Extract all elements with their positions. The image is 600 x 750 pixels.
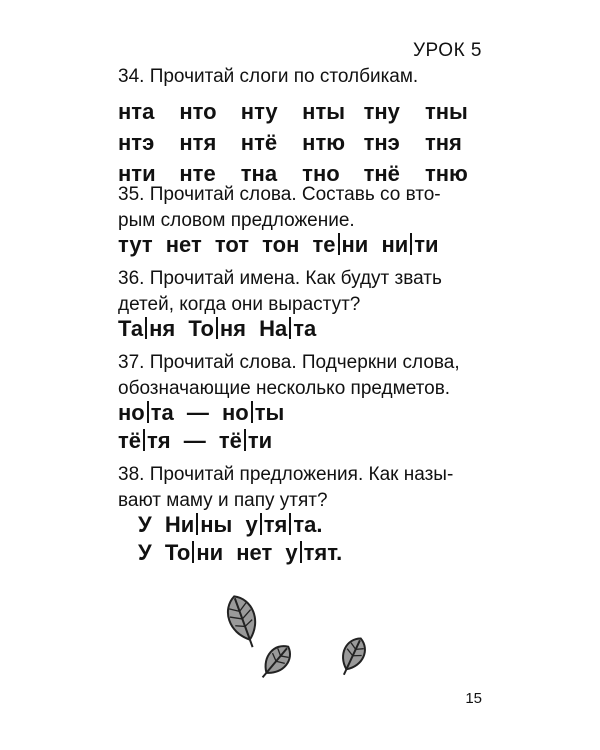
syllable-divider [196, 513, 198, 535]
leaf-icon [222, 592, 264, 651]
syllable-divider [145, 317, 147, 339]
word: но та [118, 400, 174, 425]
syllable: тнэ [363, 130, 400, 155]
task-37-instruction [118, 350, 498, 402]
leaf-icon [335, 634, 370, 679]
syllable: нту [240, 99, 278, 124]
syllable-divider [410, 233, 412, 255]
word: нет [236, 540, 273, 565]
dash: — [186, 400, 209, 425]
syllable: тню [424, 161, 468, 186]
syllable: тня [424, 130, 462, 155]
word: тот [214, 232, 250, 257]
syllable: нти [118, 161, 156, 186]
syllable-divider [251, 401, 253, 423]
task-35-instruction [118, 182, 498, 234]
word: тё тя [118, 428, 171, 453]
task-38-sentence-2 [138, 538, 349, 568]
word: у тя та. [245, 512, 323, 537]
dash: — [183, 428, 206, 453]
syllable: тна [240, 161, 278, 186]
syllable-row [118, 127, 473, 158]
syllable-divider [216, 317, 218, 339]
syllable: нтё [240, 130, 278, 155]
syllable: нтя [179, 130, 217, 155]
syllable-divider [289, 317, 291, 339]
syllable: тно [302, 161, 340, 186]
word: ни ти [381, 232, 439, 257]
instruction-line: детей, когда они вырастут? [118, 294, 361, 315]
syllable: нта [118, 99, 155, 124]
syllable-grid [118, 96, 473, 189]
syllable: нтэ [118, 130, 155, 155]
syllable-divider [192, 541, 194, 563]
word: Ни ны [164, 512, 233, 537]
syllable: нте [179, 161, 216, 186]
syllable-divider [143, 429, 145, 451]
instruction-line: рым словом предложение. [118, 210, 355, 231]
instruction-line: 37. Прочитай слова. Подчеркни слова, [118, 352, 460, 373]
task-38-instruction [118, 462, 498, 514]
word: тон [262, 232, 300, 257]
task-36-names [118, 314, 323, 344]
task-34-instruction: 34. Прочитай слоги по столбикам. [118, 66, 419, 87]
word: У [138, 512, 152, 537]
word: те ни [312, 232, 369, 257]
syllable-divider [147, 401, 149, 423]
syllable-divider [244, 429, 246, 451]
leaf-icon [255, 640, 296, 684]
word: нет [165, 232, 202, 257]
word: тё ти [218, 428, 273, 453]
syllable-divider [338, 233, 340, 255]
page-number: 15 [465, 690, 482, 707]
task-37-line-2 [118, 426, 279, 456]
falling-leaves-illustration [210, 585, 390, 695]
word: но ты [222, 400, 285, 425]
syllable: тну [363, 99, 400, 124]
task-38-sentence-1 [138, 510, 329, 540]
syllable: нтю [302, 130, 346, 155]
syllable: нты [302, 99, 346, 124]
syllable-row [118, 96, 473, 127]
word: у тят. [285, 540, 343, 565]
task-36-instruction [118, 266, 498, 318]
instruction-line: 38. Прочитай предложения. Как назы- [118, 464, 454, 485]
syllable: нто [179, 99, 217, 124]
instruction-line: 35. Прочитай слова. Составь со вто- [118, 184, 441, 205]
instruction-line: 36. Прочитай имена. Как будут звать [118, 268, 442, 289]
syllable-divider [260, 513, 262, 535]
word: То ни [164, 540, 224, 565]
syllable-divider [300, 541, 302, 563]
name-word: На та [259, 316, 317, 341]
syllable-divider [289, 513, 291, 535]
syllable: тнё [363, 161, 400, 186]
syllable: тны [424, 99, 468, 124]
word: У [138, 540, 152, 565]
word: тут [118, 232, 153, 257]
instruction-line: обозначающие несколько предметов. [118, 378, 451, 399]
name-word: То ня [188, 316, 247, 341]
name-word: Та ня [118, 316, 176, 341]
task-37-line-1 [118, 398, 291, 428]
task-35-words [118, 230, 446, 260]
instruction-line: вают маму и папу утят? [118, 490, 328, 511]
lesson-label: УРОК 5 [412, 40, 482, 61]
